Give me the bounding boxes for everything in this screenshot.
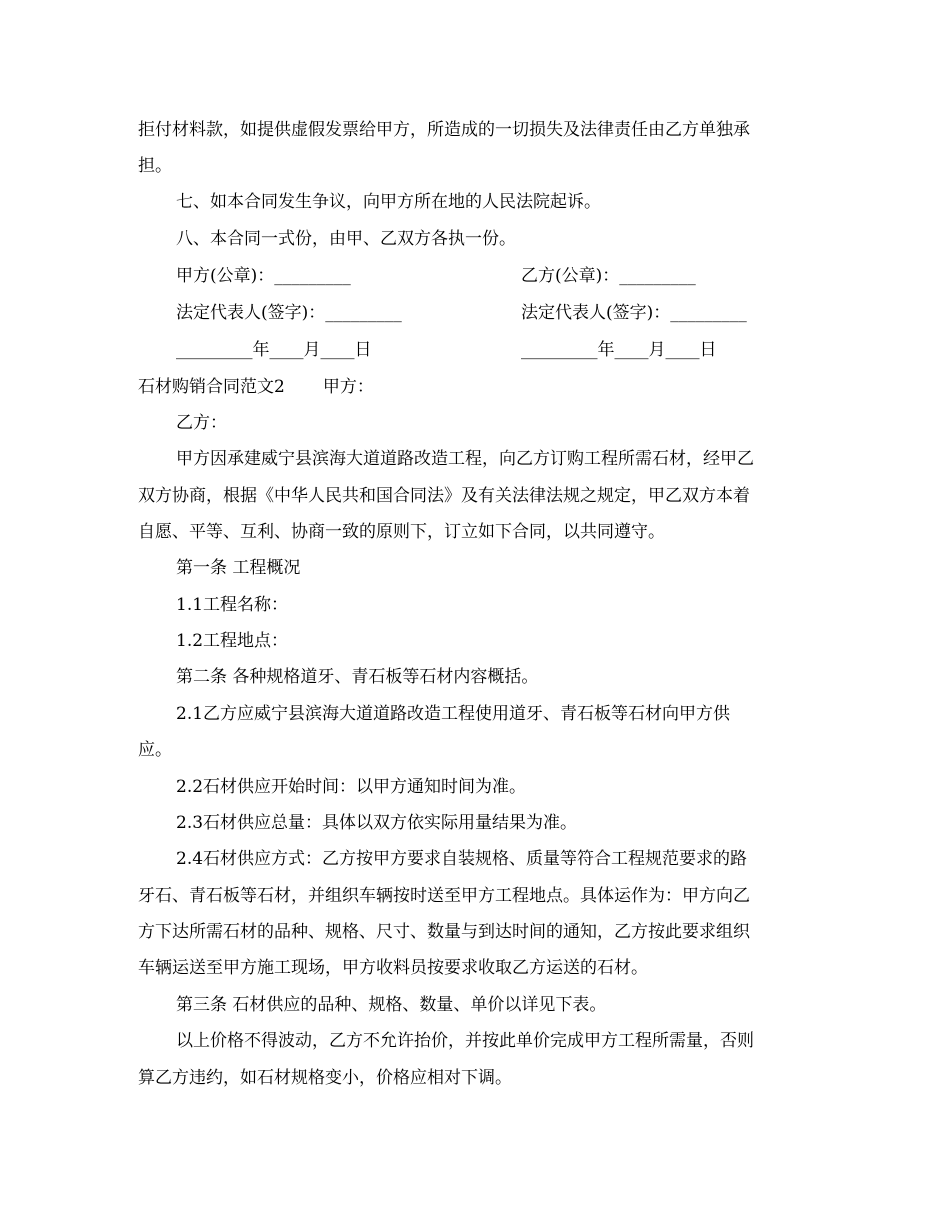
project-name-line: 1.1工程名称： (176, 595, 289, 615)
body-line: 以上价格不得波动，乙方不允许抬价，并按此单价完成甲方工程所需量，否则 (176, 1031, 754, 1051)
clause-2-2: 2.2石材供应开始时间：以甲方通知时间为准。 (176, 777, 527, 797)
party-a-seal-line: 甲方(公章)：_________ (176, 266, 351, 286)
clause-2-3: 2.3石材供应总量：具体以双方依实际用量结果为准。 (176, 813, 578, 833)
body-line: 算乙方违约，如石材规格变小，价格应相对下调。 (138, 1068, 512, 1088)
clause-2-1: 2.1乙方应威宁县滨海大道道路改造工程使用道牙、青石板等石材向甲方供 (176, 704, 731, 724)
party-b-label: 乙方： (176, 413, 227, 433)
section-heading-row (138, 377, 374, 397)
party-b-representative-line: 法定代表人(签字)：_________ (521, 303, 747, 323)
party-b-date-line: _________年____月____日 (521, 340, 717, 360)
party-a-label: 甲方： (322, 377, 374, 397)
clause-eight: 八、本合同一式份，由甲、乙双方各执一份。 (176, 229, 516, 249)
project-location-line: 1.2工程地点： (176, 631, 289, 651)
text-line: 拒付材料款，如提供虚假发票给甲方，所造成的一切损失及法律责任由乙方单独承 (138, 120, 750, 140)
article-three-heading: 第三条 石材供应的品种、规格、数量、单价以详见下表。 (176, 995, 607, 1015)
clause-2-4: 2.4石材供应方式：乙方按甲方要求自装规格、质量等符合工程规范要求的路 (176, 849, 748, 869)
body-line: 应。 (138, 740, 172, 760)
body-line: 车辆运送至甲方施工现场，甲方收料员按要求收取乙方运送的石材。 (138, 958, 648, 978)
body-line: 牙石、青石板等石材，并组织车辆按时送至甲方工程地点。具体运作为：甲方向乙 (138, 886, 750, 906)
party-a-representative-line: 法定代表人(签字)：_________ (176, 303, 402, 323)
body-line: 方下达所需石材的品种、规格、尺寸、数量与到达时间的通知，乙方按此要求组织 (138, 922, 750, 942)
body-line: 自愿、平等、互利、协商一致的原则下，订立如下合同，以共同遵守。 (138, 522, 665, 542)
party-b-seal-line: 乙方(公章)：_________ (521, 266, 696, 286)
article-two-heading: 第二条 各种规格道牙、青石板等石材内容概括。 (176, 667, 539, 687)
section-title: 石材购销合同范文2 (138, 377, 285, 397)
party-a-date-line: _________年____月____日 (176, 340, 372, 360)
body-line: 双方协商，根据《中华人民共和国合同法》及有关法律法规之规定，甲乙双方本着 (138, 486, 750, 506)
body-line: 甲方因承建威宁县滨海大道道路改造工程，向乙方订购工程所需石材，经甲乙 (176, 449, 754, 469)
clause-seven: 七、如本合同发生争议，向甲方所在地的人民法院起诉。 (176, 192, 601, 212)
text-line: 担。 (138, 156, 172, 176)
article-one-heading: 第一条 工程概况 (176, 558, 301, 578)
